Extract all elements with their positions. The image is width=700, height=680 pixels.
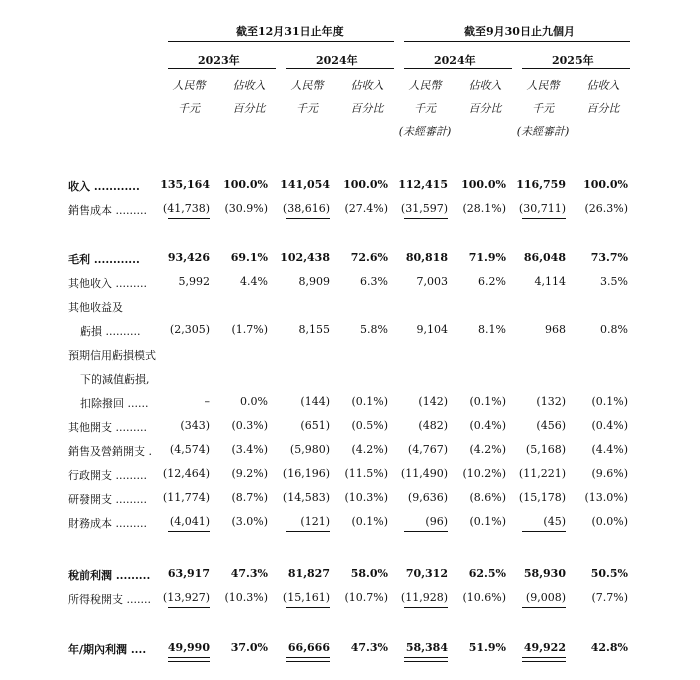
cell-value: (26.3%) bbox=[584, 202, 628, 215]
total-double-rule bbox=[168, 657, 210, 662]
row-label: 下的減值虧損, bbox=[80, 373, 150, 386]
cell-value: (15,178) bbox=[518, 491, 566, 504]
cell-value: (12,464) bbox=[162, 467, 210, 480]
subheader-rmb: 人民幣 bbox=[408, 79, 442, 92]
subtotal-rule bbox=[286, 218, 330, 219]
total-double-rule bbox=[522, 657, 566, 662]
cell-value: 0.0% bbox=[240, 395, 268, 408]
subheader-thousand: 千元 bbox=[296, 102, 318, 115]
cell-value: 135,164 bbox=[160, 178, 210, 191]
cell-value: (0.3%) bbox=[231, 419, 268, 432]
subtotal-rule bbox=[522, 218, 566, 219]
cell-value: 58.0% bbox=[350, 567, 388, 580]
year-rule-3 bbox=[404, 68, 512, 69]
cell-value: 3.5% bbox=[600, 275, 628, 288]
cell-value: (11,928) bbox=[400, 591, 448, 604]
cell-value: 49,990 bbox=[167, 641, 210, 654]
cell-value: (0.1%) bbox=[469, 395, 506, 408]
cell-value: (11,221) bbox=[518, 467, 566, 480]
cell-value: (30,711) bbox=[518, 202, 566, 215]
subheader-percent: 百分比 bbox=[468, 102, 502, 115]
subheader-pct-revenue: 佔收入 bbox=[586, 79, 620, 92]
cell-value: (2,305) bbox=[169, 323, 210, 336]
total-double-rule bbox=[286, 657, 330, 662]
cell-value: 93,426 bbox=[167, 251, 210, 264]
subtotal-rule bbox=[522, 607, 566, 608]
cell-value: 66,666 bbox=[287, 641, 330, 654]
cell-value: 100.0% bbox=[583, 178, 628, 191]
row-label: 研發開支 ......... bbox=[68, 493, 147, 506]
cell-value: (15,161) bbox=[282, 591, 330, 604]
cell-value: (38,616) bbox=[282, 202, 330, 215]
cell-value: (0.4%) bbox=[469, 419, 506, 432]
cell-value: 86,048 bbox=[523, 251, 566, 264]
subheader-rmb: 人民幣 bbox=[290, 79, 324, 92]
year-rule-4 bbox=[522, 68, 630, 69]
cell-value: 8.1% bbox=[478, 323, 506, 336]
subheader-percent: 百分比 bbox=[232, 102, 266, 115]
cell-value: 72.6% bbox=[350, 251, 388, 264]
cell-value: (4,041) bbox=[169, 515, 210, 528]
cell-value: 102,438 bbox=[280, 251, 330, 264]
cell-value: (27.4%) bbox=[344, 202, 388, 215]
row-label: 年/期內利潤 .... bbox=[68, 643, 147, 656]
cell-value: (41,738) bbox=[162, 202, 210, 215]
cell-value: (31,597) bbox=[400, 202, 448, 215]
row-label: 虧損 .......... bbox=[80, 325, 141, 338]
subheader-rmb: 人民幣 bbox=[172, 79, 206, 92]
row-label: 其他開支 ......... bbox=[68, 421, 147, 434]
row-label: 預期信用虧損模式 bbox=[68, 349, 156, 362]
cell-value: 47.3% bbox=[350, 641, 388, 654]
subtotal-rule bbox=[404, 218, 448, 219]
year-2025-9m: 2025年 bbox=[552, 54, 594, 67]
cell-value: (28.1%) bbox=[462, 202, 506, 215]
cell-value: (11,490) bbox=[400, 467, 448, 480]
cell-value: 100.0% bbox=[461, 178, 506, 191]
cell-value: (9.6%) bbox=[591, 467, 628, 480]
cell-value: 9,104 bbox=[416, 323, 448, 336]
cell-value: (4,767) bbox=[407, 443, 448, 456]
cell-value: (8.7%) bbox=[231, 491, 268, 504]
cell-value: (96) bbox=[425, 515, 448, 528]
cell-value: 58,930 bbox=[523, 567, 566, 580]
header-nine-months: 截至9月30日止九個月 bbox=[464, 25, 575, 38]
cell-value: (142) bbox=[418, 395, 448, 408]
cell-value: 63,917 bbox=[167, 567, 210, 580]
subheader-percent: 百分比 bbox=[586, 102, 620, 115]
cell-value: 7,003 bbox=[416, 275, 448, 288]
subheader-pct-revenue: 佔收入 bbox=[350, 79, 384, 92]
row-label: 財務成本 ......... bbox=[68, 517, 147, 530]
subtotal-rule bbox=[404, 607, 448, 608]
cell-value: 4,114 bbox=[534, 275, 566, 288]
year-2024-fy: 2024年 bbox=[316, 54, 358, 67]
cell-value: (10.2%) bbox=[462, 467, 506, 480]
subtotal-rule bbox=[404, 531, 448, 532]
cell-value: (5,980) bbox=[289, 443, 330, 456]
cell-value: 8,155 bbox=[298, 323, 330, 336]
cell-value: 62.5% bbox=[468, 567, 506, 580]
cell-value: (4.2%) bbox=[469, 443, 506, 456]
subheader-thousand: 千元 bbox=[532, 102, 554, 115]
header-rule-nine-months bbox=[404, 41, 630, 42]
cell-value: 47.3% bbox=[230, 567, 268, 580]
cell-value: (8.6%) bbox=[469, 491, 506, 504]
cell-value: (4,574) bbox=[169, 443, 210, 456]
cell-value: – bbox=[204, 395, 210, 408]
subheader-percent: 百分比 bbox=[350, 102, 384, 115]
year-rule-2 bbox=[286, 68, 394, 69]
cell-value: (9,636) bbox=[407, 491, 448, 504]
cell-value: 80,818 bbox=[405, 251, 448, 264]
cell-value: (1.7%) bbox=[231, 323, 268, 336]
cell-value: (0.5%) bbox=[351, 419, 388, 432]
cell-value: (3.4%) bbox=[231, 443, 268, 456]
cell-value: 8,909 bbox=[298, 275, 330, 288]
cell-value: 968 bbox=[545, 323, 566, 336]
subtotal-rule bbox=[168, 218, 210, 219]
row-label: 所得稅開支 ....... bbox=[68, 593, 151, 606]
cell-value: 73.7% bbox=[590, 251, 628, 264]
subtotal-rule bbox=[168, 531, 210, 532]
cell-value: 5,992 bbox=[178, 275, 210, 288]
cell-value: (16,196) bbox=[282, 467, 330, 480]
row-label: 行政開支 ......... bbox=[68, 469, 147, 482]
cell-value: (10.3%) bbox=[224, 591, 268, 604]
cell-value: (45) bbox=[543, 515, 566, 528]
cell-value: (343) bbox=[180, 419, 210, 432]
cell-value: 69.1% bbox=[230, 251, 268, 264]
year-2024-9m: 2024年 bbox=[434, 54, 476, 67]
cell-value: (7.7%) bbox=[591, 591, 628, 604]
cell-value: (30.9%) bbox=[224, 202, 268, 215]
cell-value: 50.5% bbox=[590, 567, 628, 580]
subtotal-rule bbox=[168, 607, 210, 608]
cell-value: 100.0% bbox=[343, 178, 388, 191]
row-label: 銷售及營銷開支 . bbox=[68, 445, 152, 458]
cell-value: 37.0% bbox=[230, 641, 268, 654]
cell-value: (9,008) bbox=[525, 591, 566, 604]
subtotal-rule bbox=[286, 607, 330, 608]
cell-value: 141,054 bbox=[280, 178, 330, 191]
cell-value: (0.0%) bbox=[591, 515, 628, 528]
header-full-year: 截至12月31日止年度 bbox=[236, 25, 344, 38]
cell-value: (0.4%) bbox=[591, 419, 628, 432]
cell-value: (456) bbox=[536, 419, 566, 432]
cell-value: (121) bbox=[300, 515, 330, 528]
cell-value: (9.2%) bbox=[231, 467, 268, 480]
cell-value: 49,922 bbox=[523, 641, 566, 654]
row-label: 銷售成本 ......... bbox=[68, 204, 147, 217]
cell-value: 42.8% bbox=[590, 641, 628, 654]
cell-value: (14,583) bbox=[282, 491, 330, 504]
subheader-thousand: 千元 bbox=[178, 102, 200, 115]
year-2023: 2023年 bbox=[198, 54, 240, 67]
subtotal-rule bbox=[286, 531, 330, 532]
header-rule-full-year bbox=[168, 41, 394, 42]
cell-value: (3.0%) bbox=[231, 515, 268, 528]
cell-value: (132) bbox=[536, 395, 566, 408]
cell-value: 5.8% bbox=[360, 323, 388, 336]
cell-value: 71.9% bbox=[468, 251, 506, 264]
subheader-rmb: 人民幣 bbox=[526, 79, 560, 92]
cell-value: 116,759 bbox=[516, 178, 566, 191]
cell-value: 6.3% bbox=[360, 275, 388, 288]
cell-value: (482) bbox=[418, 419, 448, 432]
cell-value: (11,774) bbox=[162, 491, 210, 504]
cell-value: 112,415 bbox=[398, 178, 448, 191]
cell-value: (0.1%) bbox=[351, 515, 388, 528]
row-label: 毛利 ............ bbox=[68, 253, 140, 266]
cell-value: 100.0% bbox=[223, 178, 268, 191]
cell-value: 0.8% bbox=[600, 323, 628, 336]
subheader-unaudited: (未經審計) bbox=[398, 125, 452, 138]
total-double-rule bbox=[404, 657, 448, 662]
cell-value: (13.0%) bbox=[584, 491, 628, 504]
row-label: 其他收益及 bbox=[68, 301, 123, 314]
cell-value: 6.2% bbox=[478, 275, 506, 288]
cell-value: (144) bbox=[300, 395, 330, 408]
subtotal-rule bbox=[522, 531, 566, 532]
cell-value: (10.7%) bbox=[344, 591, 388, 604]
subheader-pct-revenue: 佔收入 bbox=[232, 79, 266, 92]
cell-value: (10.3%) bbox=[344, 491, 388, 504]
cell-value: (11.5%) bbox=[344, 467, 388, 480]
subheader-thousand: 千元 bbox=[414, 102, 436, 115]
subheader-pct-revenue: 佔收入 bbox=[468, 79, 502, 92]
year-rule-1 bbox=[168, 68, 276, 69]
cell-value: 70,312 bbox=[405, 567, 448, 580]
subheader-unaudited: (未經審計) bbox=[516, 125, 570, 138]
cell-value: (13,927) bbox=[162, 591, 210, 604]
cell-value: (10.6%) bbox=[462, 591, 506, 604]
cell-value: 4.4% bbox=[240, 275, 268, 288]
cell-value: 58,384 bbox=[405, 641, 448, 654]
cell-value: (0.1%) bbox=[351, 395, 388, 408]
cell-value: (4.4%) bbox=[591, 443, 628, 456]
cell-value: (5,168) bbox=[525, 443, 566, 456]
cell-value: (651) bbox=[300, 419, 330, 432]
row-label: 稅前利潤 ......... bbox=[68, 569, 151, 582]
row-label: 扣除撥回 ...... bbox=[80, 397, 149, 410]
row-label: 收入 ............ bbox=[68, 180, 140, 193]
row-label: 其他收入 ......... bbox=[68, 277, 147, 290]
cell-value: (0.1%) bbox=[591, 395, 628, 408]
cell-value: (0.1%) bbox=[469, 515, 506, 528]
cell-value: (4.2%) bbox=[351, 443, 388, 456]
cell-value: 51.9% bbox=[468, 641, 506, 654]
cell-value: 81,827 bbox=[287, 567, 330, 580]
